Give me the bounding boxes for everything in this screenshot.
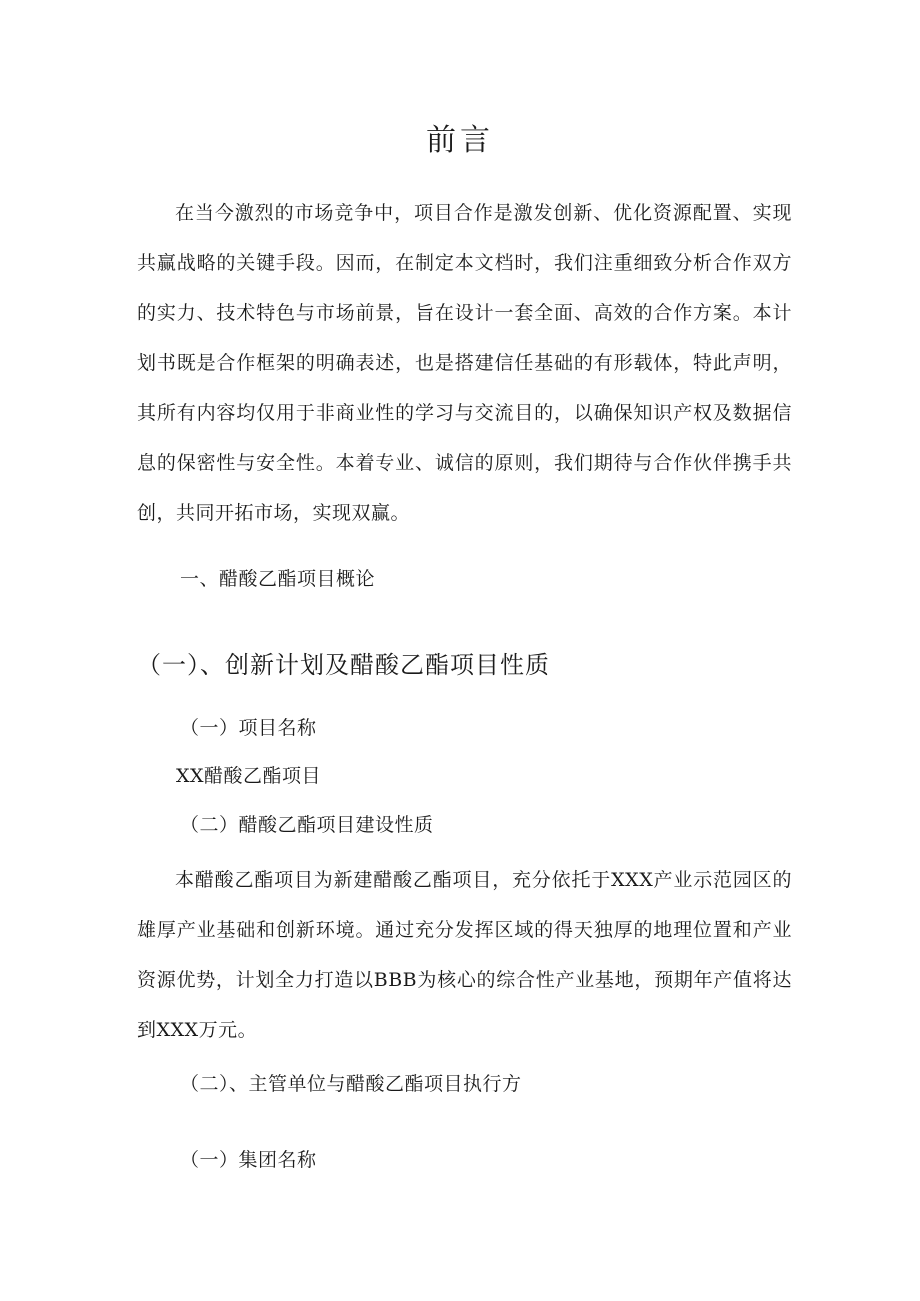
intro-paragraph: 在当今激烈的市场竞争中，项目合作是激发创新、优化资源配置、实现共赢战略的关键手段。因而，在制定本文档时，我们注重细致分析合作双方的实力、技术特色与市场前景，旨在设计一套全面、高效的合作方案。本计划书既是合作框架的明确表述，也是搭建信任基础的有形载体，特此声明，其所有内容均仅用于非商业性的学习与交流目的，以确保知识产权及数据信息的保密性与安全性。本着专业、诚信的原则，我们期待与合作伙伴携手共创，共同开拓市场，实现双赢。 bbox=[137, 202, 792, 524]
outline-heading: 一、醋酸乙酯项目概论 bbox=[180, 568, 376, 590]
page-title: 前言 bbox=[426, 123, 494, 158]
section-heading-executing-party: （二）、主管单位与醋酸乙酯项目执行方 bbox=[180, 1073, 522, 1095]
section-heading-innovation-plan: （一）、创新计划及醋酸乙酯项目性质 bbox=[137, 651, 550, 679]
subheading-group-name: （一）集团名称 bbox=[180, 1149, 317, 1171]
project-name-value: XX醋酸乙酯项目 bbox=[176, 765, 322, 787]
subheading-construction-nature: （二）醋酸乙酯项目建设性质 bbox=[180, 814, 434, 836]
construction-nature-paragraph: 本醋酸乙酯项目为新建醋酸乙酯项目，充分依托于XXX产业示范园区的雄厚产业基础和创新环境。通过充分发挥区域的得天独厚的地理位置和产业资源优势，计划全力打造以BBB为核心的综合性产业基地，预期年产值将达到XXX万元。 bbox=[137, 869, 792, 1041]
subheading-project-name: （一）项目名称 bbox=[180, 717, 317, 739]
